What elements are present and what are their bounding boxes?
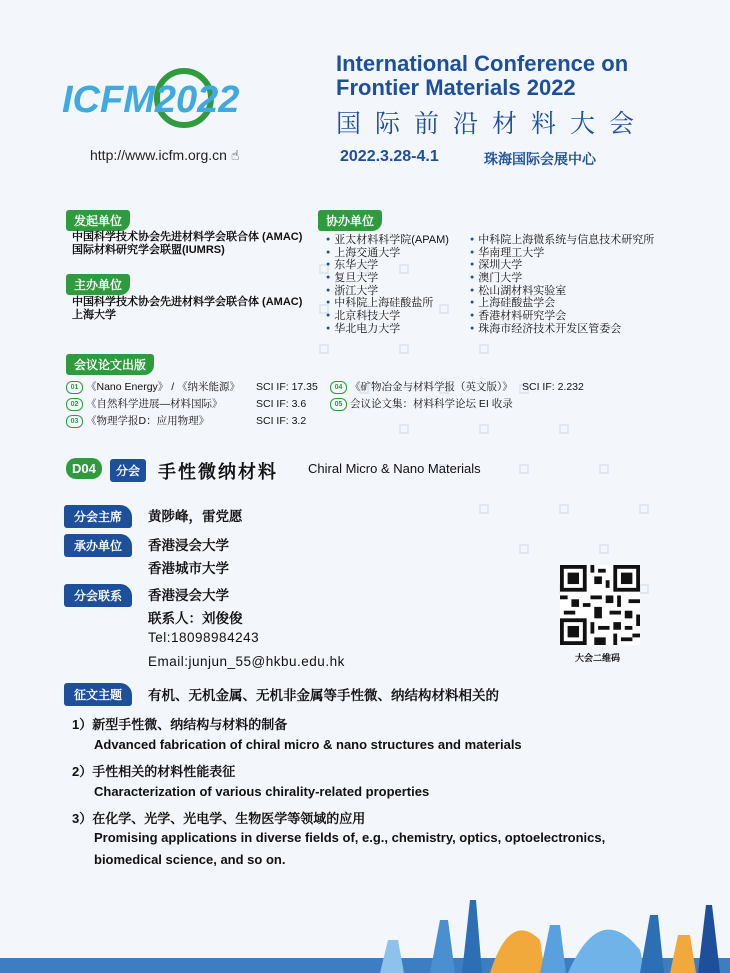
title-en-line1: International Conference on [336,51,629,76]
organizer-2: 香港城市大学 [148,561,229,576]
topic-en: Promising applications in diverse fields of, e.g., chemistry, optics, optoelectronics, [94,830,606,845]
pub-if: SCI IF: 17.35 [256,381,318,393]
topic-en: biomedical science, and so on. [94,852,286,867]
pub-number: 01 [66,381,83,394]
pub-name: 《物理学报D：应用物理》 [86,415,210,427]
contact-label: 分会联系 [64,584,132,607]
topic-zh: 1）新型手性微、纳结构与材料的制备 [72,717,288,732]
host-line: 上海大学 [72,309,116,321]
initiator-list [72,231,302,257]
list-item: ● 亚太材料科学院(APAM) [326,234,449,247]
pub-name: 《自然科学进展—材料国际》 [86,398,223,410]
publication-item [330,380,620,394]
session-title-en: Chiral Micro & Nano Materials [308,461,481,476]
list-item: ● 中科院上海硅酸盐所 [326,297,449,310]
list-item: ● 深圳大学 [470,259,654,272]
publication-item [330,397,620,411]
pub-if: SCI IF: 3.2 [256,415,307,427]
title-en-line2: Frontier Materials 2022 [336,75,576,100]
chairs: 黄陟峰，雷党愿 [148,509,243,524]
conference-venue: 珠海国际会展中心 [484,151,596,167]
host-line: 中国科学技术协会先进材料学会联合体 (AMAC) [72,296,303,308]
topic-zh: 2）手性相关的材料性能表征 [72,764,236,779]
conference-date: 2022.3.28-4.1 [340,148,439,165]
website-url[interactable] [90,147,239,164]
topic-zh: 3）在化学、光学、光电学、生物医学等领域的应用 [72,811,366,826]
topic-en: Characterization of various chirality-related properties [94,784,430,799]
qr-label: 大会二维码 [575,653,621,663]
organizer-1: 香港浸会大学 [148,538,229,553]
session-tag: 分会 [110,459,146,482]
publications-list-left [66,380,326,428]
list-item: ● 澳门大学 [470,272,654,285]
contact-tel: Tel:18098984243 [148,630,260,645]
list-item: ● 中科院上海微系统与信息技术研究所 [470,234,654,247]
publication-item [66,380,326,394]
pub-number: 05 [330,398,347,411]
organizer-label: 承办单位 [64,534,132,557]
list-item: ● 华北电力大学 [326,323,449,336]
pub-number: 02 [66,398,83,411]
qr-code-icon [560,565,640,645]
co-organizer-label: 协办单位 [318,210,382,231]
publication-item [66,414,326,428]
initiator-line: 中国科学技术协会先进材料学会联合体 (AMAC) [72,231,303,243]
contact-email[interactable]: Email:junjun_55@hkbu.edu.hk [148,654,345,669]
publications-list-right [330,380,620,411]
contact-person: 联系人：刘俊俊 [148,611,243,626]
conference-title-en [336,52,706,100]
pub-name: 《Nano Energy》 / 《纳米能源》 [86,381,241,393]
pub-number: 04 [330,381,347,394]
list-item: ● 香港材料研究学会 [470,310,654,323]
pub-name: 《矿物冶金与材料学报（英文版）》 [350,381,513,393]
session-title-zh: 手性微纳材料 [158,462,278,482]
list-item: ● 珠海市经济技术开发区管委会 [470,323,654,336]
list-item: ● 浙江大学 [326,285,449,298]
conference-title-zh: 国际前沿材料大会 [336,110,649,138]
pub-if: SCI IF: 2.232 [522,381,584,393]
list-item: ● 上海硅酸盐学会 [470,297,654,310]
logo-text: ICFM2022 [62,79,240,121]
chair-label: 分会主席 [64,505,132,528]
icfm-logo [62,62,292,132]
host-label: 主办单位 [66,274,130,295]
list-item: ● 华南理工大学 [470,247,654,260]
initiator-label: 发起单位 [66,210,130,231]
host-list [72,296,302,322]
list-item: ● 北京科技大学 [326,310,449,323]
pub-name: 会议论文集：材料科学论坛 EI 收录 [350,398,513,410]
list-item: ● 上海交通大学 [326,247,449,260]
contact-org: 香港浸会大学 [148,588,229,603]
publications-label: 会议论文出版 [66,354,154,375]
topic-en: Advanced fabrication of chiral micro & nano structures and materials [94,737,522,752]
session-code: D04 [66,458,102,479]
publication-item [66,397,326,411]
list-item: ● 复旦大学 [326,272,449,285]
co-organizer-list-right [470,234,654,335]
list-item: ● 东华大学 [326,259,449,272]
pub-if: SCI IF: 3.6 [256,398,307,410]
city-skyline-illustration [0,880,730,973]
co-organizer-list-left [326,234,449,335]
hand-pointer-icon: ☝ [230,147,240,163]
topics-label: 征文主题 [64,683,132,706]
list-item: ● 松山湖材料实验室 [470,285,654,298]
initiator-line: 国际材料研究学会联盟(IUMRS) [72,244,225,256]
pub-number: 03 [66,415,83,428]
url-text[interactable]: http://www.icfm.org.cn [90,147,227,163]
topics-intro: 有机、无机金属、无机非金属等手性微、纳结构材料相关的 [148,688,499,703]
